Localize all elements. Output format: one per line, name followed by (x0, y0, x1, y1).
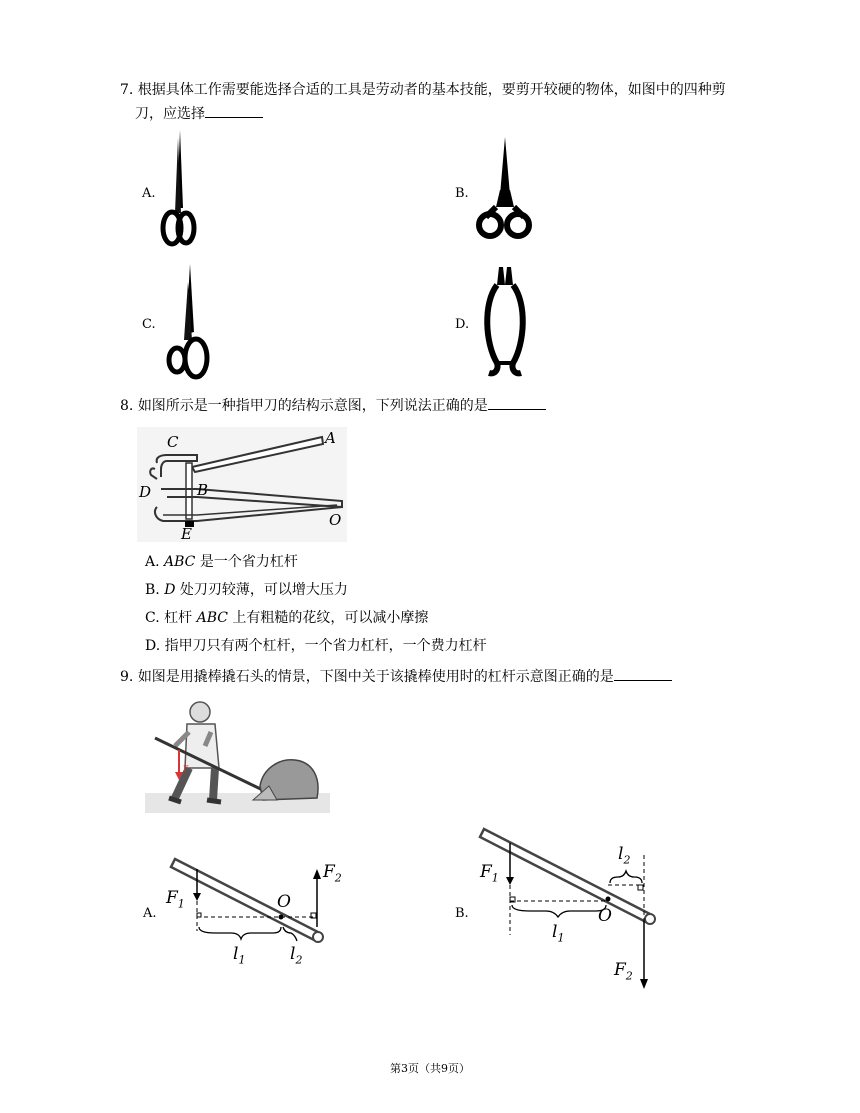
diag-b-l1-label: $l_1$ (552, 922, 565, 945)
label-b: B (197, 481, 209, 499)
diag-b-o-label: O (598, 906, 612, 926)
q9-line (120, 665, 672, 689)
q8-number: 8. (120, 398, 134, 414)
option-text: 是一个省力杠杆 (199, 554, 298, 570)
nail-clipper-figure (137, 427, 347, 542)
crowbar-photo (145, 698, 330, 813)
q7-number: 7. (120, 82, 134, 98)
option-text: 处刀刃较薄，可以增大压力 (179, 582, 348, 598)
label-o: O (329, 511, 342, 529)
diag-a-f2-label: $F_2$ (323, 862, 342, 885)
page-footer: 第3页（共9页） (390, 1062, 470, 1075)
label-e: E (181, 525, 192, 543)
diag-a-f1-label: $F_1$ (166, 888, 185, 911)
label-a: A (325, 429, 336, 447)
q7-text-line1: 根据具体工作需要能选择合适的工具是劳动者的基本技能，要剪开较硬的物体，如图中的四种剪 (137, 82, 726, 98)
q8-option-d[interactable] (145, 634, 487, 658)
option-var: ABC (164, 554, 196, 570)
scissors-d-image (475, 263, 535, 383)
scissors-a-image (150, 128, 210, 248)
diag-a-l2-label: $l_2$ (290, 944, 303, 967)
scissors-b-image (470, 135, 540, 245)
photo-force-label: F (183, 764, 189, 773)
q7-option-a-label: A. (142, 186, 156, 201)
label-c: C (167, 433, 179, 451)
option-var: D (164, 582, 176, 598)
q7-line1 (120, 78, 726, 102)
option-label: C. (145, 610, 160, 626)
label-d: D (139, 483, 152, 501)
q9-text: 如图是用撬棒撬石头的情景，下图中关于该撬棒使用时的杠杆示意图正确的是 (137, 669, 614, 685)
q7-option-b-label: B. (455, 186, 469, 201)
option-label: B. (145, 582, 160, 598)
scissors-c-image (160, 262, 220, 382)
lever-diagram-b (480, 825, 660, 995)
q8-option-b[interactable] (145, 578, 348, 602)
q8-option-c[interactable] (145, 606, 428, 630)
answer-blank[interactable] (614, 666, 672, 681)
lever-diagram-a (165, 855, 345, 975)
q9-number: 9. (120, 669, 134, 685)
q8-line (120, 394, 546, 418)
answer-blank[interactable] (488, 395, 546, 410)
q7-option-d-label: D. (455, 317, 470, 332)
option-prefix: 杠杆 (164, 610, 193, 626)
q8-text: 如图所示是一种指甲刀的结构示意图，下列说法正确的是 (137, 398, 488, 414)
q9-option-b-label: B. (455, 906, 469, 921)
diag-a-l1-label: $l_1$ (233, 944, 246, 967)
crowbar-scene (145, 698, 330, 813)
diag-b-f2-label: $F_2$ (614, 960, 633, 983)
diag-a-o-label: O (277, 892, 291, 912)
diag-b-l2-label: $l_2$ (618, 844, 631, 867)
diag-b-f1-label: $F_1$ (480, 862, 499, 885)
answer-blank[interactable] (205, 103, 263, 118)
option-var: ABC (196, 610, 228, 626)
option-text: 指甲刀只有两个杠杆，一个省力杠杆，一个费力杠杆 (164, 638, 487, 654)
q7-line2 (135, 102, 263, 126)
option-text: 上有粗糙的花纹，可以减小摩擦 (232, 610, 429, 626)
q7-text-line2: 刀，应选择 (135, 106, 205, 122)
q9-option-a-label: A. (143, 906, 157, 921)
q8-option-a[interactable] (145, 550, 298, 574)
option-label: D. (145, 638, 161, 654)
option-label: A. (145, 554, 160, 570)
q7-option-c-label: C. (142, 317, 156, 332)
